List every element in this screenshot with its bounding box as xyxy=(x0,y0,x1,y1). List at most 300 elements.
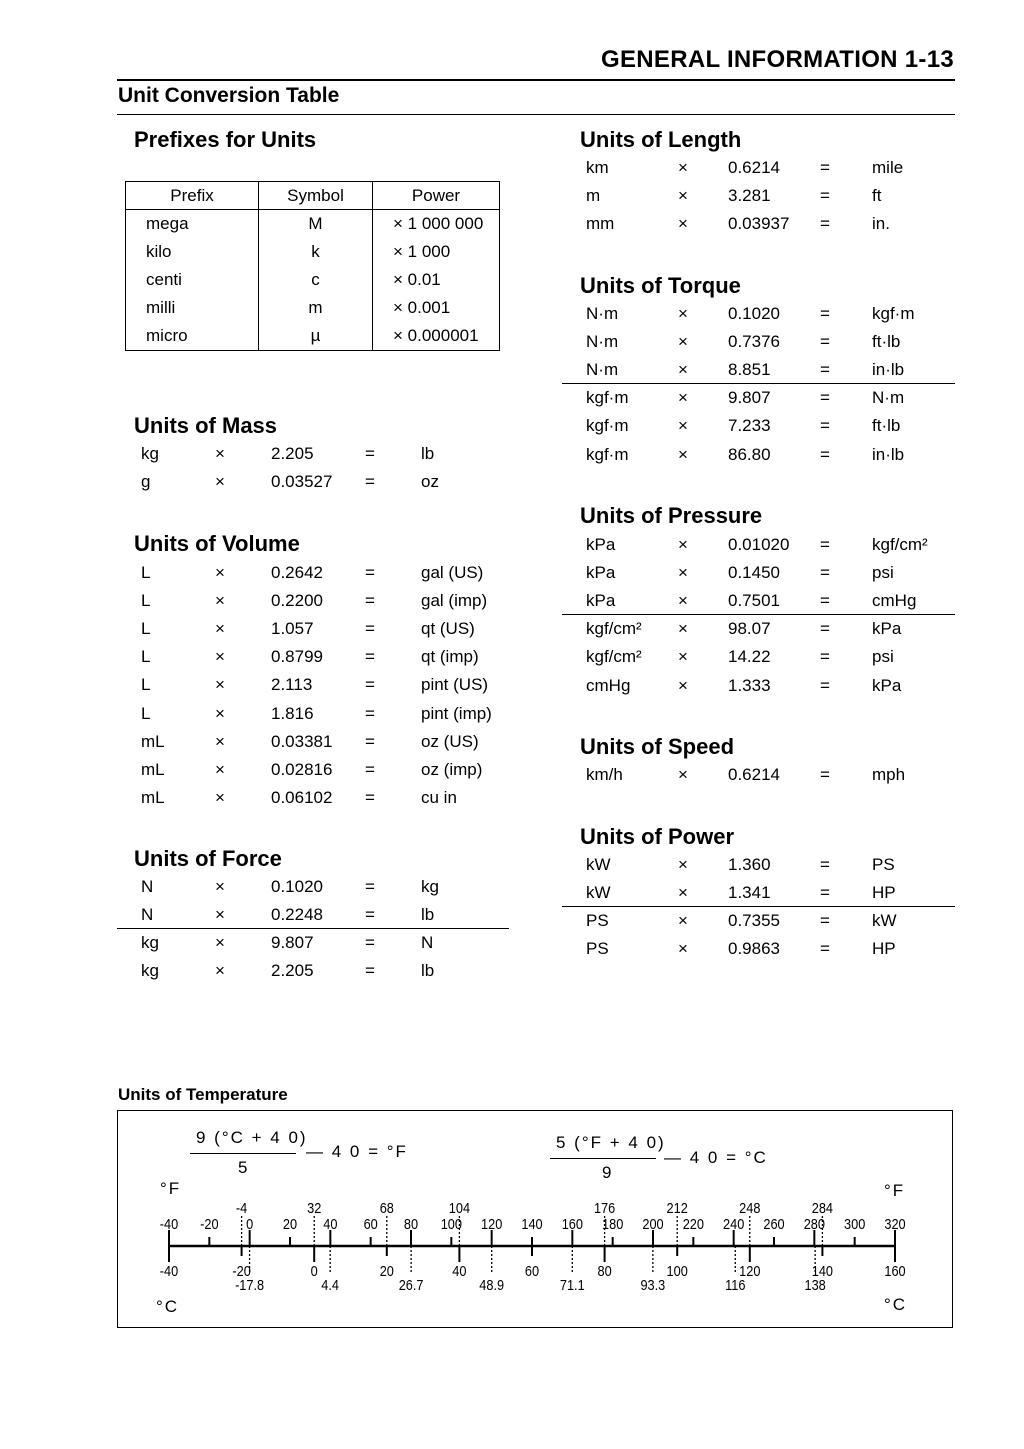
c-equivalent-label: 93.3 xyxy=(640,1275,666,1294)
equals-sign: = xyxy=(820,765,830,784)
times-sign: × xyxy=(215,961,225,981)
from-unit: kPa xyxy=(586,535,616,554)
temperature-scale xyxy=(118,1111,952,1327)
equals-sign: = xyxy=(365,472,375,492)
to-unit: HP xyxy=(872,883,896,903)
factor: 7.233 xyxy=(728,416,771,436)
prefixes-title: Prefixes for Units xyxy=(134,127,317,152)
from-unit: L xyxy=(141,591,151,611)
f-tick-label: -20 xyxy=(200,1214,219,1233)
c-equivalent-label: 26.7 xyxy=(398,1275,424,1294)
times-sign: × xyxy=(678,855,688,874)
c-tick-label: 40 xyxy=(452,1261,467,1280)
speed-title: Units of Speed xyxy=(580,734,735,759)
to-unit: oz xyxy=(421,472,439,492)
conversion-row xyxy=(141,444,521,472)
f-tick-label: 120 xyxy=(481,1214,503,1233)
equals-sign: = xyxy=(820,158,830,177)
factor: 0.2248 xyxy=(271,905,323,925)
f-tick-label: 100 xyxy=(440,1214,462,1233)
f-equivalent-label: 248 xyxy=(739,1198,761,1217)
factor: 9.807 xyxy=(728,388,771,408)
from-unit: kPa xyxy=(586,563,616,583)
times-sign: × xyxy=(215,647,225,667)
f-equivalent-label: -4 xyxy=(235,1198,248,1217)
equals-sign: = xyxy=(365,647,375,667)
c-tick-label: 140 xyxy=(811,1261,834,1280)
factor: 0.03937 xyxy=(728,214,790,234)
to-unit: gal (imp) xyxy=(421,591,488,611)
times-sign: × xyxy=(678,360,688,380)
to-unit: ft·lb xyxy=(872,332,901,352)
f-tick-label: 300 xyxy=(844,1214,866,1233)
times-sign: × xyxy=(215,759,225,779)
equals-sign: = xyxy=(820,332,830,352)
c-tick-label: 120 xyxy=(739,1261,761,1280)
symbol-cell: c xyxy=(259,266,373,294)
conversion-row xyxy=(586,939,966,967)
times-sign: × xyxy=(215,905,225,925)
factor: 0.03527 xyxy=(271,472,333,492)
col-header-power: Power xyxy=(373,182,500,210)
from-unit: kgf·m xyxy=(586,444,629,464)
equals-sign: = xyxy=(365,787,375,807)
equals-sign: = xyxy=(365,591,375,611)
times-sign: × xyxy=(678,619,688,639)
to-unit: pint (US) xyxy=(421,675,489,695)
col-header-prefix: Prefix xyxy=(126,182,259,210)
col-header-symbol: Symbol xyxy=(259,182,373,210)
times-sign: × xyxy=(678,158,688,177)
c-tick-label: 20 xyxy=(379,1261,394,1280)
conversion-row xyxy=(141,647,521,675)
times-sign: × xyxy=(678,444,688,464)
symbol-cell: m xyxy=(259,294,373,322)
conversion-row xyxy=(586,214,966,242)
conversion-row xyxy=(586,304,966,332)
to-unit: cmHg xyxy=(872,591,917,611)
factor: 0.03381 xyxy=(271,731,333,751)
power-divider xyxy=(562,906,955,907)
from-unit: mm xyxy=(586,214,615,234)
from-unit: mL xyxy=(141,759,165,779)
c-tick-label: -20 xyxy=(232,1261,251,1280)
factor: 8.851 xyxy=(728,360,771,380)
from-unit: kg xyxy=(141,933,159,953)
equals-sign: = xyxy=(820,911,830,931)
factor: 1.341 xyxy=(728,883,771,903)
to-unit: oz (imp) xyxy=(421,759,483,779)
to-unit: pint (imp) xyxy=(421,703,492,723)
f-tick-label: 140 xyxy=(521,1214,543,1233)
equals-sign: = xyxy=(820,416,830,436)
formula-c-numerator: 5 (°F + 4 0) xyxy=(556,1133,666,1152)
to-unit: cu in xyxy=(421,787,457,807)
factor: 0.1450 xyxy=(728,563,780,583)
from-unit: L xyxy=(141,563,151,582)
times-sign: × xyxy=(678,939,688,959)
f-tick-label: 240 xyxy=(723,1214,745,1233)
c-equivalent-label: 138 xyxy=(804,1275,826,1294)
times-sign: × xyxy=(215,444,225,463)
to-unit: in·lb xyxy=(872,444,905,464)
to-unit: kgf/cm² xyxy=(872,535,928,554)
from-unit: PS xyxy=(586,911,609,931)
to-unit: N·m xyxy=(872,388,905,408)
from-unit: L xyxy=(141,703,151,723)
conversion-row xyxy=(586,647,966,675)
table-row xyxy=(126,294,500,322)
conversion-row xyxy=(586,855,966,883)
times-sign: × xyxy=(678,304,688,323)
to-unit: mile xyxy=(872,158,904,177)
factor: 0.7501 xyxy=(728,591,780,611)
f-tick-label: 40 xyxy=(323,1214,338,1233)
f-equivalent-label: 68 xyxy=(379,1198,394,1217)
to-unit: lb xyxy=(421,961,435,981)
conversion-row xyxy=(141,788,521,816)
conversion-row xyxy=(141,732,521,760)
equals-sign: = xyxy=(365,444,375,463)
from-unit: kgf·m xyxy=(586,416,629,436)
force-divider xyxy=(117,928,509,929)
conversion-row xyxy=(586,619,966,647)
factor: 0.6214 xyxy=(728,158,780,177)
to-unit: lb xyxy=(421,444,435,463)
power-cell: × 1 000 xyxy=(393,242,451,261)
times-sign: × xyxy=(678,591,688,611)
prefix-cell: mega xyxy=(126,210,259,239)
equals-sign: = xyxy=(365,703,375,723)
factor: 0.1020 xyxy=(728,304,780,323)
from-unit: kPa xyxy=(586,591,616,611)
to-unit: ft xyxy=(872,186,882,206)
f-equivalent-label: 284 xyxy=(811,1198,834,1217)
conversion-row xyxy=(586,563,966,591)
from-unit: L xyxy=(141,647,151,667)
force-title: Units of Force xyxy=(134,846,282,871)
times-sign: × xyxy=(215,563,225,582)
unit-c-right: °C xyxy=(884,1295,908,1314)
from-unit: N xyxy=(141,877,154,896)
to-unit: kW xyxy=(872,911,897,931)
f-equivalent-label: 176 xyxy=(593,1198,616,1217)
conversion-row xyxy=(586,676,966,704)
f-tick-label: 20 xyxy=(282,1214,298,1233)
equals-sign: = xyxy=(820,535,830,554)
power-cell: × 0.01 xyxy=(393,270,441,289)
times-sign: × xyxy=(215,787,225,807)
table-row xyxy=(126,322,500,351)
factor: 98.07 xyxy=(728,619,771,639)
to-unit: kPa xyxy=(872,619,902,639)
equals-sign: = xyxy=(365,933,375,953)
equals-sign: = xyxy=(365,563,375,582)
times-sign: × xyxy=(678,186,688,206)
equals-sign: = xyxy=(820,855,830,874)
from-unit: g xyxy=(141,472,151,492)
equals-sign: = xyxy=(365,961,375,981)
equals-sign: = xyxy=(365,619,375,639)
to-unit: kPa xyxy=(872,675,902,695)
to-unit: psi xyxy=(872,563,894,583)
factor: 1.333 xyxy=(728,675,771,695)
from-unit: N·m xyxy=(586,360,619,380)
unit-c-left: °C xyxy=(156,1297,180,1316)
conversion-row xyxy=(141,760,521,788)
factor: 9.807 xyxy=(271,933,314,953)
temperature-box xyxy=(117,1110,953,1328)
times-sign: × xyxy=(678,765,688,784)
equals-sign: = xyxy=(365,905,375,925)
to-unit: N xyxy=(421,933,434,953)
equals-sign: = xyxy=(820,591,830,611)
factor: 0.06102 xyxy=(271,787,333,807)
c-tick-label: 160 xyxy=(884,1261,906,1280)
unit-f-right: °F xyxy=(884,1181,906,1200)
from-unit: kgf/cm² xyxy=(586,619,642,639)
volume-title: Units of Volume xyxy=(134,531,300,556)
from-unit: N·m xyxy=(586,304,619,323)
to-unit: oz (US) xyxy=(421,731,479,751)
table-row xyxy=(126,210,500,239)
from-unit: mL xyxy=(141,787,165,807)
equals-sign: = xyxy=(820,647,830,667)
factor: 1.360 xyxy=(728,855,771,874)
from-unit: L xyxy=(141,619,151,639)
from-unit: kg xyxy=(141,961,159,981)
factor: 2.205 xyxy=(271,961,314,981)
f-tick-label: 180 xyxy=(602,1214,624,1233)
table-row xyxy=(126,238,500,266)
times-sign: × xyxy=(215,703,225,723)
times-sign: × xyxy=(215,933,225,953)
c-equivalent-label: 48.9 xyxy=(479,1275,505,1294)
power-cell: × 1 000 000 xyxy=(393,214,484,233)
conversion-row xyxy=(141,472,521,500)
from-unit: N xyxy=(141,905,154,925)
times-sign: × xyxy=(678,647,688,667)
c-equivalent-label: 4.4 xyxy=(321,1275,340,1294)
from-unit: kgf/cm² xyxy=(586,647,642,667)
f-tick-label: 160 xyxy=(561,1214,583,1233)
c-equivalent-label: 71.1 xyxy=(559,1275,585,1294)
temperature-title: Units of Temperature xyxy=(118,1085,288,1104)
unit-f-left: °F xyxy=(160,1179,182,1198)
from-unit: m xyxy=(586,186,601,206)
to-unit: kg xyxy=(421,877,439,896)
factor: 2.205 xyxy=(271,444,314,463)
symbol-cell: µ xyxy=(259,322,373,351)
equals-sign: = xyxy=(820,360,830,380)
conversion-row xyxy=(141,675,521,703)
equals-sign: = xyxy=(820,214,830,234)
f-tick-label: 60 xyxy=(363,1214,378,1233)
to-unit: qt (US) xyxy=(421,619,475,639)
from-unit: N·m xyxy=(586,332,619,352)
conversion-row xyxy=(586,186,966,214)
prefix-cell: kilo xyxy=(126,238,259,266)
page-header-title: GENERAL INFORMATION 1-13 xyxy=(600,46,954,73)
times-sign: × xyxy=(215,619,225,639)
equals-sign: = xyxy=(365,675,375,695)
conversion-row xyxy=(141,563,521,591)
conversion-row xyxy=(586,416,966,444)
equals-sign: = xyxy=(365,731,375,751)
power-title: Units of Power xyxy=(580,824,735,849)
f-tick-label: 200 xyxy=(642,1214,664,1233)
to-unit: gal (US) xyxy=(421,563,484,582)
conversion-row xyxy=(586,158,966,186)
equals-sign: = xyxy=(820,675,830,695)
equals-sign: = xyxy=(820,388,830,408)
conversion-row xyxy=(586,911,966,939)
factor: 0.2642 xyxy=(271,563,323,582)
title-rule xyxy=(117,114,955,115)
from-unit: kW xyxy=(586,883,611,903)
to-unit: lb xyxy=(421,905,435,925)
prefix-cell: centi xyxy=(126,266,259,294)
times-sign: × xyxy=(678,214,688,234)
c-equivalent-label: -17.8 xyxy=(235,1275,265,1294)
conversion-row xyxy=(141,704,521,732)
conversion-row xyxy=(586,388,966,416)
torque-divider xyxy=(562,383,955,384)
equals-sign: = xyxy=(820,883,830,903)
formula-c-tail: — 4 0 = °C xyxy=(664,1148,768,1167)
to-unit: kgf·m xyxy=(872,304,915,323)
c-tick-label: 80 xyxy=(597,1261,612,1280)
c-tick-label: -40 xyxy=(159,1261,179,1280)
formula-c-denominator: 9 xyxy=(602,1163,614,1182)
conversion-row xyxy=(586,445,966,473)
c-tick-label: 0 xyxy=(310,1261,318,1280)
conversion-row xyxy=(141,933,521,961)
factor: 0.1020 xyxy=(271,877,323,896)
equals-sign: = xyxy=(820,444,830,464)
times-sign: × xyxy=(678,883,688,903)
to-unit: ft·lb xyxy=(872,416,901,436)
factor: 0.02816 xyxy=(271,759,333,779)
factor: 0.2200 xyxy=(271,591,323,611)
factor: 0.8799 xyxy=(271,647,323,667)
times-sign: × xyxy=(215,675,225,695)
from-unit: kg xyxy=(141,444,159,463)
formula-f-denominator: 5 xyxy=(238,1158,250,1177)
to-unit: in·lb xyxy=(872,360,905,380)
factor: 0.01020 xyxy=(728,535,790,554)
mass-title: Units of Mass xyxy=(134,413,278,438)
torque-title: Units of Torque xyxy=(580,273,741,298)
equals-sign: = xyxy=(820,186,830,206)
times-sign: × xyxy=(215,472,225,492)
equals-sign: = xyxy=(365,877,375,896)
power-cell: × 0.001 xyxy=(393,298,451,317)
formula-f-tail: — 4 0 = °F xyxy=(306,1142,408,1161)
f-equivalent-label: 104 xyxy=(448,1198,471,1217)
factor: 14.22 xyxy=(728,647,771,667)
f-tick-label: 0 xyxy=(246,1214,254,1233)
to-unit: qt (imp) xyxy=(421,647,479,667)
times-sign: × xyxy=(215,877,225,896)
times-sign: × xyxy=(678,416,688,436)
prefix-cell: micro xyxy=(126,322,259,351)
f-equivalent-label: 32 xyxy=(307,1198,322,1217)
factor: 0.9863 xyxy=(728,939,780,959)
times-sign: × xyxy=(678,535,688,554)
formula-f-numerator: 9 (°C + 4 0) xyxy=(196,1128,308,1147)
factor: 0.7376 xyxy=(728,332,780,352)
f-tick-label: 80 xyxy=(403,1214,419,1233)
to-unit: psi xyxy=(872,647,894,667)
times-sign: × xyxy=(678,563,688,583)
conversion-row xyxy=(586,332,966,360)
conversion-row xyxy=(141,619,521,647)
f-tick-label: 260 xyxy=(763,1214,785,1233)
conversion-row xyxy=(141,961,521,989)
factor: 0.7355 xyxy=(728,911,780,931)
prefixes-header-row xyxy=(126,182,500,210)
from-unit: PS xyxy=(586,939,609,959)
from-unit: km/h xyxy=(586,765,623,784)
equals-sign: = xyxy=(820,304,830,323)
conversion-row xyxy=(141,877,521,905)
factor: 2.113 xyxy=(271,675,313,695)
equals-sign: = xyxy=(820,939,830,959)
f-equivalent-label: 212 xyxy=(666,1198,688,1217)
f-tick-label: 280 xyxy=(803,1214,825,1233)
factor: 86.80 xyxy=(728,444,771,464)
times-sign: × xyxy=(215,731,225,751)
conversion-row xyxy=(586,535,966,563)
table-row xyxy=(126,266,500,294)
power-cell: × 0.000001 xyxy=(393,326,479,345)
times-sign: × xyxy=(678,675,688,695)
from-unit: kgf·m xyxy=(586,388,629,408)
f-tick-label: 220 xyxy=(682,1214,704,1233)
f-tick-label: -40 xyxy=(159,1214,179,1233)
times-sign: × xyxy=(678,388,688,408)
to-unit: PS xyxy=(872,855,895,874)
equals-sign: = xyxy=(820,563,830,583)
factor: 3.281 xyxy=(728,186,771,206)
factor: 1.816 xyxy=(271,703,314,723)
pressure-divider xyxy=(562,614,955,615)
symbol-cell: M xyxy=(259,210,373,239)
from-unit: L xyxy=(141,675,151,695)
prefix-cell: milli xyxy=(126,294,259,322)
c-equivalent-label: 116 xyxy=(725,1275,746,1294)
factor: 0.6214 xyxy=(728,765,780,784)
prefixes-table xyxy=(125,181,500,351)
equals-sign: = xyxy=(365,759,375,779)
equals-sign: = xyxy=(820,619,830,639)
from-unit: km xyxy=(586,158,609,177)
from-unit: kW xyxy=(586,855,611,874)
symbol-cell: k xyxy=(259,238,373,266)
c-tick-label: 60 xyxy=(524,1261,540,1280)
f-tick-label: 320 xyxy=(884,1214,906,1233)
pressure-title: Units of Pressure xyxy=(580,503,763,528)
from-unit: mL xyxy=(141,731,165,751)
c-tick-label: 100 xyxy=(666,1261,688,1280)
to-unit: in. xyxy=(872,214,890,234)
page-title: Unit Conversion Table xyxy=(118,84,340,107)
factor: 1.057 xyxy=(271,619,314,639)
to-unit: mph xyxy=(872,765,906,784)
conversion-row xyxy=(141,591,521,619)
times-sign: × xyxy=(678,911,688,931)
